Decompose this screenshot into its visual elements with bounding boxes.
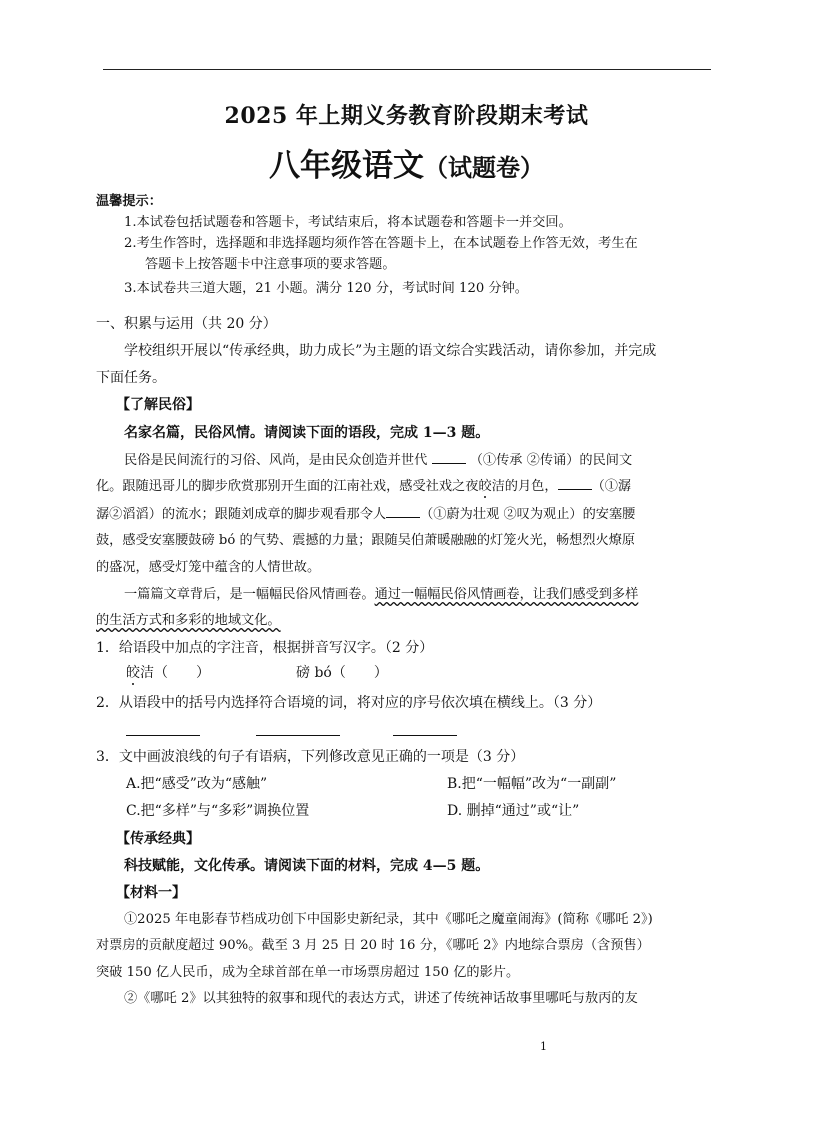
blank-3	[386, 505, 420, 518]
material1-label: 【材料一】	[116, 885, 186, 901]
para1-line4: 鼓，感受安塞腰鼓磅 bó 的气势、震撼的力量；跟随吴伯萧暖融融的灯笼火光，畅想烈火燎原	[96, 533, 636, 548]
subject-title: 八年级语文	[269, 148, 424, 184]
para1-line5: 的盛况，感受灯笼中蕴含的人情世故。	[96, 560, 321, 575]
material1-line2: 对票房的贡献度超过 90%。截至 3 月 25 日 20 时 16 分，《哪吒 2》内地综合票房（含预售）	[96, 938, 650, 953]
intro-line-1: 学校组织开展以“传承经典，助力成长”为主题的语文综合实践活动，请你参加，并完成	[124, 343, 657, 359]
q3-option-b: B.把“一幅幅”改为“一副副”	[447, 776, 617, 792]
tip-item-1: 1.本试卷包括试题卷和答题卡，考试结束后，将本试题卷和答题卡一并交回。	[124, 215, 572, 230]
q3-option-c: C.把“多样”与“多彩”调换位置	[126, 803, 310, 819]
task2-instruction: 科技赋能，文化传承。请阅读下面的材料，完成 4—5 题。	[124, 858, 490, 874]
tip-item-3: 3.本试卷共三道大题，21 小题。满分 120 分，考试时间 120 分钟。	[124, 281, 528, 296]
para2-line1: 一篇篇文章背后，是一幅幅民俗风情画卷。通过一幅幅民俗风情画卷，让我们感受到多样	[124, 587, 639, 602]
material1-line1: ①2025 年电影春节档成功创下中国影史新纪录，其中《哪吒之魔童闹海》(简称《哪吒 2》)	[124, 912, 653, 927]
page-number: 1	[540, 1040, 547, 1053]
para1-line3: 潺②滔滔）的流水；跟随刘成章的脚步观看那令人 （①蔚为壮观 ②叹为观止）的安塞腰	[96, 507, 636, 522]
para2-line2: 的生活方式和多彩的地域文化。	[96, 613, 281, 628]
q3-option-d: D. 删掉“通过”或“让”	[447, 803, 580, 819]
material1-line4: ②《哪吒 2》以其独特的叙事和现代的表达方式，讲述了传统神话故事里哪吒与敖丙的友	[124, 991, 638, 1006]
header-rule	[103, 69, 711, 70]
blank-1	[432, 451, 466, 464]
blank-2	[558, 477, 592, 490]
para1-line1: 民俗是民间流行的习俗、风尚，是由民众创造并世代 （①传承 ②传诵）的民间文	[124, 453, 633, 468]
question-1: 1．给语段中加点的字注音，根据拼音写汉字。（2 分）	[96, 640, 434, 656]
task2-label: 【传承经典】	[116, 831, 200, 847]
section-heading: 一、积累与运用（共 20 分）	[96, 316, 277, 332]
q1-item-b: 磅 bó（ ）	[296, 665, 388, 681]
tip-item-2-line1: 2.考生作答时，选择题和非选择题均须作答在答题卡上，在本试题卷上作答无效，考生在	[124, 236, 638, 251]
wavy-sentence: 通过一幅幅民俗风情画卷，让我们感受到多样	[374, 587, 639, 602]
exam-title: 2025 年上期义务教育阶段期末考试	[224, 103, 589, 129]
answer-line-1[interactable]	[126, 735, 200, 736]
answer-line-3[interactable]	[393, 735, 457, 736]
paper-type: （试题卷）	[424, 153, 544, 182]
answer-line-2[interactable]	[256, 735, 340, 736]
question-3: 3．文中画波浪线的句子有语病，下列修改意见正确的一项是（3 分）	[96, 749, 525, 765]
q1-item-a: 皎洁（ ）	[126, 665, 210, 681]
tip-item-2-line2: 答题卡上按答题卡中注意事项的要求答题。	[145, 257, 396, 272]
question-2: 2．从语段中的括号内选择符合语境的词，将对应的序号依次填在横线上。（3 分）	[96, 695, 602, 711]
material1-line3: 突破 150 亿人民币，成为全球首部在单一市场票房超过 150 亿的影片。	[96, 965, 520, 980]
intro-line-2: 下面任务。	[96, 370, 166, 386]
para1-line2: 化。跟随迅哥儿的脚步欣赏那别开生面的江南社戏，感受社戏之夜皎洁的月色， （①潺	[96, 479, 632, 494]
task1-instruction: 名家名篇，民俗风情。请阅读下面的语段，完成 1—3 题。	[124, 425, 490, 441]
tips-heading: 温馨提示：	[96, 194, 162, 209]
task1-label: 【了解民俗】	[116, 397, 200, 413]
exam-subtitle	[0, 140, 813, 185]
q3-option-a: A.把“感受”改为“感触”	[126, 776, 268, 792]
dotted-char: 皎	[478, 479, 492, 494]
